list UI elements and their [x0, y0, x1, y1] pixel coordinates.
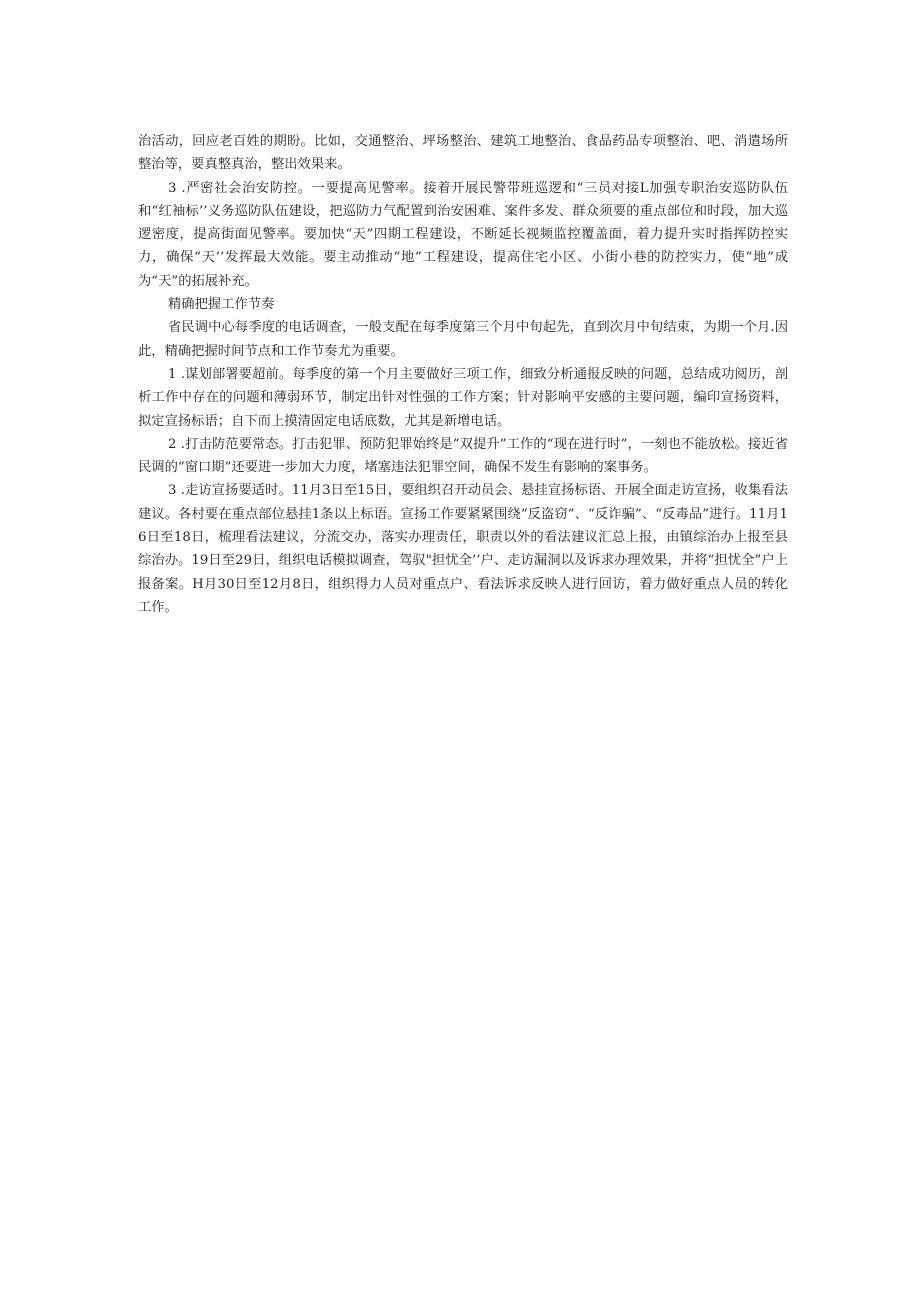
paragraph-continuation: 治活动，回应老百姓的期盼。比如，交通整治、坪场整治、建筑工地整治、食品药品专项整治、吧、消遣场所整治等，要真整真治，整出效果来。: [138, 134, 788, 173]
paragraph-crime-prevention: 2 .打击防范要常态。打击犯罪、预防犯罪始终是“双提升”工作的“现在进行时”，一刻也不能放松。接近省民调的“窗口期”还要进一步加大力度，堵塞违法犯罪空间，确保不发生有影响的案事务。: [138, 436, 788, 476]
paragraph-survey-timing: 省民调中心每季度的电话调查，一般支配在每季度第三个月中旬起先，直到次月中旬结束，为期一个月.因此，精确把握时间节点和工作节奏尤为重要。: [138, 320, 788, 359]
paragraph-public-security-control: 3 .严密社会治安防控。一要提高见警率。接着开展民警带班巡逻和“三员对接L加强专职治安巡防队伍和“红袖标’’义务巡防队伍建设，把巡防力气配置到治安困难、案件多发、群众须要的重点部位和时段，加大巡逻密度，提高街面见警率。要加快“天”四期工程建设，不断延长视频监控覆盖面，着力提升实时指挥防控实力，确保“天’’发挥最大效能。要主动推动“地”工程建设，提高住宅小区、小街小巷的防控实力，使“地”成为“天”的拓展补充。: [138, 180, 788, 289]
paragraph-visits-publicity: 3 .走访宣扬要适时。11月3日至15日，要组织召开动员会、悬挂宣扬标语、开展全面走访宣扬，收集看法建议。各村要在重点部位悬挂1条以上标语。宣扬工作要紧紧围绕“反盗窃”、“反诈骗”、“反毒品”进行。11月16日至18日，梳理看法建议，分流交办，落实办理责任，职责以外的看法建议汇总上报，由镇综治办上报至县综治办。19日至29日，组织电话模拟调查，驾驭"担忧全’’户、走访漏洞以及诉求办理效果，并将“担忧全”户上报备案。H月30日至12月8日，组织得力人员对重点户、看法诉求反映人进行回访，着力做好重点人员的转化工作。: [138, 483, 788, 615]
paragraph-planning: 1 .谋划部署要超前。每季度的第一个月主要做好三项工作，细致分析通报反映的问题，总结成功阅历，剖析工作中存在的问题和薄弱环节，制定出针对性强的工作方案；针对影响平安感的主要问题，编印宣扬资料，拟定宣扬标语；自下而上摸清固定电话底数，尤其是新增电话。: [138, 366, 788, 429]
document-body: [138, 130, 788, 619]
section-heading: 精确把握工作节奏: [168, 297, 275, 313]
